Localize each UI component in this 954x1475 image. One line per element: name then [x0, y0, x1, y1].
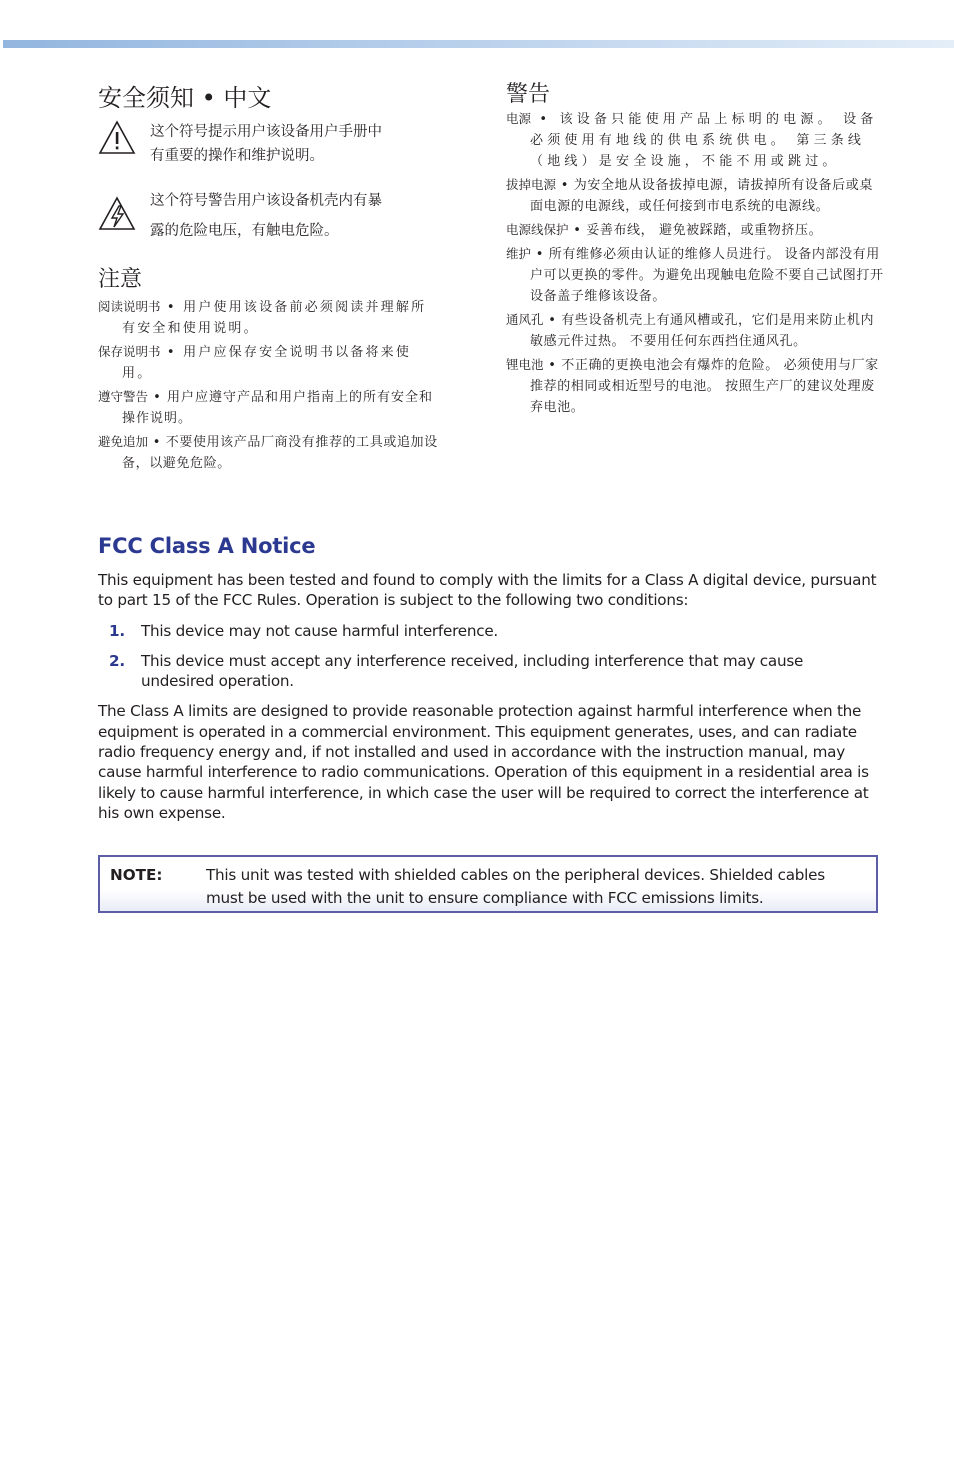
- notice-heading: 注意: [98, 267, 143, 292]
- item-text: 不正确的更换电池会有爆炸的危险。 必须使用与厂家推荐的相同或相近型号的电池。 按照生产厂的建议处理废弃电池。: [530, 358, 879, 415]
- item-term: 电源线保护: [506, 222, 569, 237]
- notice-item: [98, 386, 438, 429]
- bullet-icon: •: [543, 358, 562, 373]
- symbol-text-line: 有重要的操作和维护说明。: [150, 148, 324, 164]
- item-text: 用户应遵守产品和用户指南上的所有安全和操作说明。: [122, 390, 433, 426]
- symbol-description: [150, 186, 382, 246]
- list-text: This device may not cause harmful interference.: [141, 621, 499, 640]
- notice-item: [98, 341, 438, 384]
- list-number: 2.: [109, 651, 125, 670]
- warning-item: [506, 174, 886, 217]
- item-term: 锂电池: [506, 357, 544, 372]
- top-header-bar: [3, 40, 954, 48]
- warning-item: [506, 108, 886, 172]
- note-box: [98, 855, 878, 913]
- safety-left-column: [98, 82, 438, 476]
- symbol-text-line: 这个符号警告用户该设备机壳内有暴: [150, 193, 382, 209]
- item-term: 阅读说明书: [98, 299, 161, 314]
- warning-item: [506, 243, 886, 307]
- list-item: [98, 621, 878, 641]
- bullet-icon: •: [160, 300, 184, 315]
- note-label: NOTE:: [110, 866, 163, 884]
- warning-item: [506, 219, 886, 241]
- item-text: 该设备只能使用产品上标明的电源。 设备必须使用有地线的供电系统供电。 第三条线（地线）是安全设施，不能不用或跳过。: [530, 112, 878, 169]
- fcc-notice-section: [98, 532, 878, 823]
- notice-item: [98, 296, 438, 339]
- item-term: 避免追加: [98, 434, 149, 449]
- item-text: 有些设备机壳上有通风槽或孔，它们是用来防止机内敏感元件过热。 不要用任何东西挡住通风孔。: [530, 313, 875, 349]
- bullet-icon: •: [531, 112, 560, 127]
- bullet-icon: •: [148, 435, 166, 450]
- symbol-text-line: 这个符号提示用户该设备用户手册中: [150, 124, 382, 140]
- item-term: 拔掉电源: [506, 177, 557, 192]
- safety-right-column: [506, 82, 886, 420]
- warning-item: [506, 354, 886, 418]
- list-number: 1.: [109, 621, 125, 640]
- fcc-conditions-list: [98, 621, 878, 692]
- warning-exclamation-icon: [98, 120, 136, 156]
- fcc-intro: This equipment has been tested and found to comply with the limits for a Class A digital device, pursuant to part 15 of the FCC Rules. Operation is subject to the following two conditions:: [98, 571, 877, 610]
- safety-title: 安全须知 • 中文: [98, 84, 272, 112]
- bullet-icon: •: [148, 390, 167, 405]
- item-text: 不要使用该产品厂商没有推荐的工具或追加设备，以避免危险。: [122, 435, 438, 471]
- note-text: This unit was tested with shielded cables on the peripheral devices. Shielded cables must be used with the unit to ensure compliance with FCC emissions limits.: [206, 866, 825, 907]
- warning-item: [506, 309, 886, 352]
- item-text: 所有维修必须由认证的维修人员进行。 设备内部没有用户可以更换的零件。为避免出现触电危险不要自己试图打开设备盖子维修该设备。: [530, 247, 884, 304]
- item-text: 用户使用该设备前必须阅读并理解所有安全和使用说明。: [122, 300, 427, 336]
- item-term: 遵守警告: [98, 389, 149, 404]
- item-term: 保存说明书: [98, 344, 161, 359]
- item-term: 维护: [506, 246, 532, 261]
- symbol-description: [150, 120, 382, 168]
- symbol-row-voltage: [98, 186, 438, 246]
- item-text: 为安全地从设备拔掉电源，请拔掉所有设备后或桌面电源的电源线，或任何接到市电系统的电源线。: [530, 178, 873, 214]
- bullet-icon: •: [160, 345, 184, 360]
- fcc-title: FCC Class A Notice: [98, 534, 316, 558]
- notice-item: [98, 431, 438, 474]
- fcc-body: The Class A limits are designed to provide reasonable protection against harmful interference when the equipment is operated in a commercial environment. This equipment generates, uses, and can radiate radio frequency energy and, if not installed and used in accordance with the instruction manual, may cause harmful interference to radio communications. Operation of this equipment in a residential area is likely to cause harmful interference, in which case the user will be required to correct the interference at his own expense.: [98, 702, 869, 822]
- item-text: 妥善布线， 避免被踩踏，或重物挤压。: [586, 223, 823, 238]
- item-term: 通风孔: [506, 312, 544, 327]
- item-text: 用户应保存安全说明书以备将来使用。: [122, 345, 412, 381]
- symbol-row-instructions: [98, 120, 438, 168]
- symbol-text-line: 露的危险电压，有触电危险。: [150, 223, 339, 239]
- warning-heading: 警告: [506, 82, 551, 107]
- item-term: 电源: [506, 111, 532, 126]
- high-voltage-icon: [98, 196, 136, 232]
- bullet-icon: •: [568, 223, 587, 238]
- list-item: [98, 651, 878, 692]
- list-text: This device must accept any interference received, including interference that may cause undesired operation.: [141, 651, 804, 691]
- bullet-icon: •: [531, 247, 549, 262]
- bullet-icon: •: [543, 313, 562, 328]
- bullet-icon: •: [556, 178, 574, 193]
